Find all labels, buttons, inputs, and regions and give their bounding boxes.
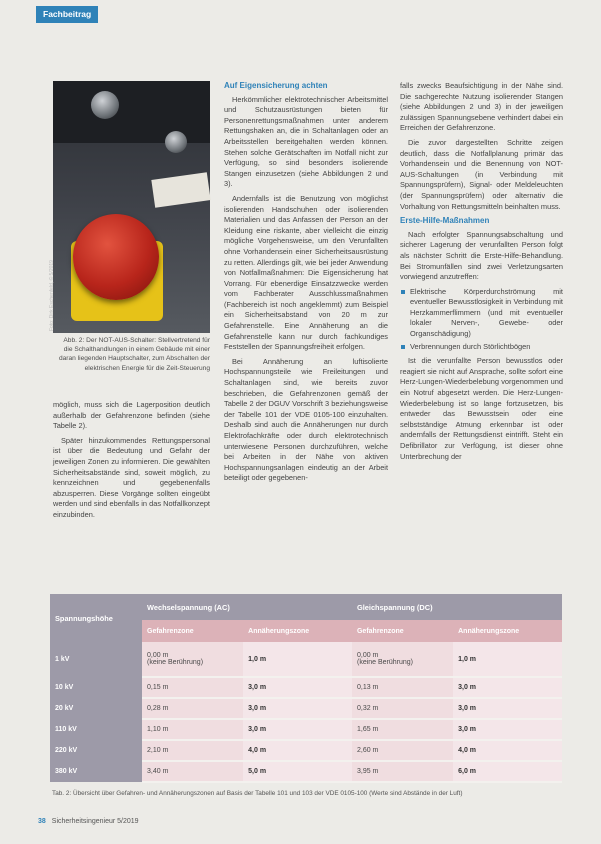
page-footer — [38, 818, 139, 825]
paragraph: Bei Annäherung an luftisolierte Hochspannungsteile wie Freileitungen und Schaltanlagen sind, wie bereits zuvor beschrieben, die Gefahrenzonen gemäß der Tabelle 2 der DGUV Vorschrift 3 beziehungsweise der Tabelle 101 der VDE 0105-100 einzuhalten. Deshalb sind auch die Annäherungen nur durch Elektrofachkräfte oder durch elektrotechnisch unterwiesene Personen durchzuführen, welche bei Arbeiten in der Nähe von aktiven Hochspannungsanlagen eindeutig an der Arbeit beteiligt oder gegebenen- — [224, 356, 388, 483]
paragraph: Nach erfolgter Spannungsabschaltung und sicherer Lagerung der verunfallten Person folgt als nächster Schritt die Erste-Hilfe-Behandlung. Bei Stromunfällen sind zwei Verletzungsarten vorwiegend anzutreffen: — [400, 229, 563, 282]
danger-zone-dc-cell: 1,65 m — [352, 719, 453, 740]
table-row — [50, 719, 562, 740]
emergency-stop-photo — [49, 81, 210, 333]
danger-zone-dc-cell: 0,00 m (keine Berührung) — [352, 642, 453, 677]
danger-zone-dc-cell: 0,32 m — [352, 698, 453, 719]
page-number: 38 — [38, 818, 46, 825]
photo-credit: Foto: Dirk Eschenfeld, © 5/2019 — [49, 260, 55, 331]
danger-zone-ac-cell: 0,28 m — [142, 698, 243, 719]
paragraph: Herkömmlicher elektrotechnischer Arbeitsmittel und Schutzausrüstungen bieten für Personenrettungsmaßnahmen unter anderem Rettungshaken an, die in Schaltanlagen oder an Arbeitsstellen bereitgehalten werden können. Stehen solche Gerätschaften im Notfall nicht zur Verfügung, so sind besonders isolierende Stangen einzusetzen (siehe Abbildungen 2 und 3). — [224, 94, 388, 189]
subheader-danger-dc: Gefahrenzone — [352, 620, 453, 642]
paragraph: Andernfalls ist die Benutzung von möglichst isolierenden Handschuhen oder isolierenden Materialien und das Anfassen der Person an der Kleidung eine riskante, aber vielleicht die einzig mögliche Vorgehensweise, um den Verunfallten ohne Vorhandensein einer Sicherheitsausrüstung zu retten. Allerdings gilt, wie bei jeder Anwendung von Notfallmaßnahmen: Die Eigensicherung hat Vorrang. Für ebenerdige Einsatzzwecke werden vom Fachberater Ausschlussmaßnahmen (Fachbereich ist noch angeklemmt) zum Beispiel ein Sicherheitsabstand von 20 m zur Gefahrenstelle. Eine Annäherung an die Gefahrenstelle kann nur durch fachkundiges Feststellen der Spannungsfreiheit erfolgen. — [224, 193, 388, 352]
subheader-approach-ac: Annäherungszone — [243, 620, 352, 642]
voltage-cell: 20 kV — [50, 698, 142, 719]
approach-zone-dc-cell: 3,0 m — [453, 719, 562, 740]
header-voltage: Spannungshöhe — [50, 594, 142, 642]
danger-zone-ac-cell: 3,40 m — [142, 761, 243, 782]
table-row — [50, 642, 562, 677]
rotary-knob — [165, 131, 187, 153]
paragraph: Später hinzukommendes Rettungspersonal ist über die Bedeutung und Gefahr der jeweiligen Zonen zu informieren. Die gewählten Sicherheitsabstände sind, soweit möglich, zu kennzeichnen und gegebenenfalls abzusperren. Diese Vorgänge sollten eingeübt werden und sind ebenfalls in das Notfallkonzept einzubinden. — [53, 435, 210, 519]
approach-zone-dc-cell: 6,0 m — [453, 761, 562, 782]
voltage-cell: 1 kV — [50, 642, 142, 677]
approach-zone-ac-cell: 5,0 m — [243, 761, 352, 782]
table-row — [50, 761, 562, 782]
approach-zone-ac-cell: 3,0 m — [243, 698, 352, 719]
paragraph: Die zuvor dargestellten Schritte zeigen deutlich, dass die Notfallplanung primär das Vorhandensein und die Benennung von NOT-AUS-Schaltungen (in Verbindung mit Spannungsprüfern), Signal- oder Meldeleuchten (der Spannungsprüfern) oder alternativ die Vorhaltung von Rettungsmitteln beinhalten muss. — [400, 137, 563, 211]
left-text-column — [53, 400, 210, 525]
header-ac: Wechselspannung (AC) — [142, 594, 352, 620]
warning-label-plate — [151, 172, 210, 208]
bullet-list — [400, 287, 563, 353]
paragraph: falls zwecks Beaufsichtigung in der Nähe sind. Die sachgerechte Nutzung isolierender Stangen (siehe Abbildungen 2 und 3) in der jeweiligen zulässigen Spannungsebene verhindert dabei ein Erreichen der Gefahrenzone. — [400, 81, 563, 133]
section-heading: Auf Eigensicherung achten — [224, 81, 328, 90]
approach-zone-ac-cell: 3,0 m — [243, 677, 352, 698]
approach-zone-dc-cell: 3,0 m — [453, 677, 562, 698]
approach-zone-dc-cell: 4,0 m — [453, 740, 562, 761]
danger-zone-dc-cell: 3,95 m — [352, 761, 453, 782]
emergency-stop-button — [73, 214, 159, 300]
danger-zone-ac-cell: 0,00 m (keine Berührung) — [142, 642, 243, 677]
approach-zone-ac-cell: 4,0 m — [243, 740, 352, 761]
approach-zone-ac-cell: 1,0 m — [243, 642, 352, 677]
section-heading: Erste-Hilfe-Maßnahmen — [400, 216, 490, 226]
table-row — [50, 698, 562, 719]
paragraph: Ist die verunfallte Person bewusstlos oder reagiert sie nicht auf Ansprache, sollte sofort eine Herz-Lungen-Wiederbelebung vorgenommen und ein Notruf abgesetzt werden. Die Herz-Lungen-Wiederbelebung ist so lange fortzusetzen, bis entweder das Bewusstsein oder eine selbstständige Atmung erkennbar ist oder andernfalls der Rettungsdienst eintrifft. Steht ein Defibrillator zur Verfügung, ist dieser ohne Unterbrechung der — [400, 356, 563, 461]
table-row — [50, 677, 562, 698]
table-caption: Tab. 2: Übersicht über Gefahren- und Annäherungszonen auf Basis der Tabelle 101 und 103 der VDE 0105-100 (Werte sind Abstände in der Luft) — [52, 790, 463, 797]
voltage-cell: 110 kV — [50, 719, 142, 740]
table-row — [50, 740, 562, 761]
voltage-cell: 10 kV — [50, 677, 142, 698]
section-tag: Fachbeitrag — [36, 6, 98, 23]
danger-zone-dc-cell: 2,60 m — [352, 740, 453, 761]
right-text-column — [400, 81, 563, 466]
danger-zone-ac-cell: 1,10 m — [142, 719, 243, 740]
header-dc: Gleichspannung (DC) — [352, 594, 562, 620]
approach-zone-dc-cell: 3,0 m — [453, 698, 562, 719]
danger-zone-ac-cell: 0,15 m — [142, 677, 243, 698]
voltage-cell: 220 kV — [50, 740, 142, 761]
danger-zone-dc-cell: 0,13 m — [352, 677, 453, 698]
subheader-approach-dc: Annäherungszone — [453, 620, 562, 642]
danger-zone-ac-cell: 2,10 m — [142, 740, 243, 761]
list-item: Elektrische Körperdurchströmung mit eventueller Bewusstlosigkeit in Verbindung mit Herzkammerflimmern (und mit eventueller lokaler Nerven-, Gewebe- oder Organschädigung) — [410, 286, 563, 339]
paragraph: möglich, muss sich die Lagerposition deutlich außerhalb der Gefahrenzone befinden (siehe Tabelle 2). — [53, 400, 210, 431]
rotary-knob — [91, 91, 119, 119]
list-item: Verbrennungen durch Störlichtbögen — [410, 342, 563, 353]
approach-zone-dc-cell: 1,0 m — [453, 642, 562, 677]
control-panel-top — [53, 81, 210, 143]
middle-text-column — [224, 81, 388, 488]
voltage-cell: 380 kV — [50, 761, 142, 782]
zones-table — [50, 594, 562, 783]
approach-zone-ac-cell: 3,0 m — [243, 719, 352, 740]
subheader-danger-ac: Gefahrenzone — [142, 620, 243, 642]
photo-caption: Abb. 2: Der NOT-AUS-Schalter: Stellvertretend für die Schalthandlungen in einem Gebäude mit einer daran liegenden Hauptschalter, zum Abschalten der elektrischen Energie für die Zeit-Steuerung — [58, 337, 210, 372]
journal-title: Sicherheitsingenieur 5/2019 — [51, 818, 139, 825]
